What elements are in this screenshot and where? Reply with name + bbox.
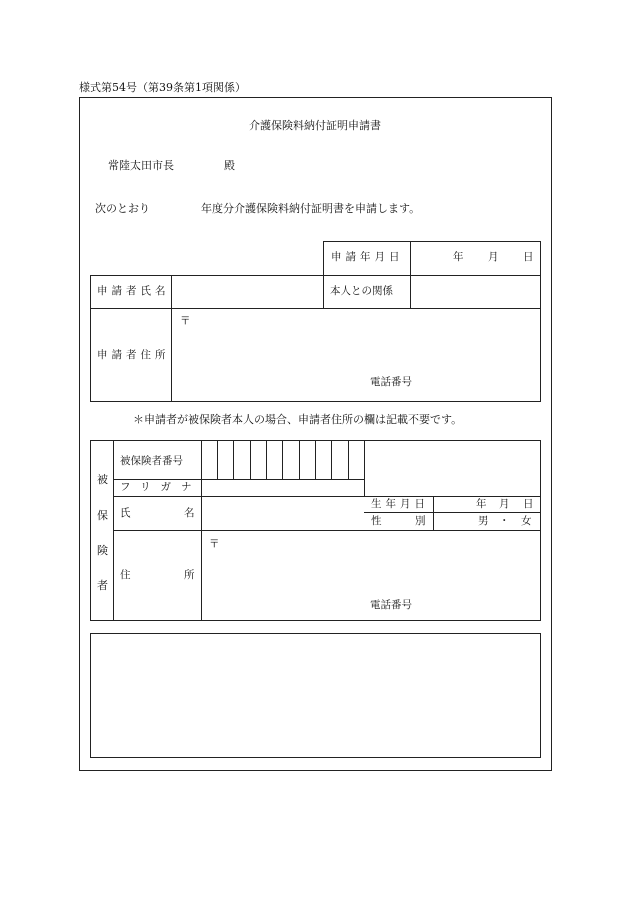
applicant-name-label: 申請者氏名 xyxy=(97,285,170,297)
insured-name-label-2: 名 xyxy=(184,507,195,519)
form-number: 様式第54号（第39条第1項関係） xyxy=(79,81,246,94)
application-date-label: 申請年月日 xyxy=(331,251,404,263)
insured-address-label-1: 住 xyxy=(120,569,131,581)
sex-label-2: 別 xyxy=(415,515,426,527)
birth-day: 日 xyxy=(523,498,534,510)
insured-side-label-3: 険 xyxy=(97,544,108,557)
birth-month: 月 xyxy=(499,498,510,510)
applicant-address-input[interactable] xyxy=(173,310,539,400)
form-title: 介護保険料納付証明申請書 xyxy=(249,119,381,132)
fiscal-year-input[interactable] xyxy=(155,198,195,214)
request-suffix: 年度分介護保険料納付証明書を申請します。 xyxy=(201,202,421,215)
applicant-phone-label: 電話番号 xyxy=(370,376,412,388)
application-date-month: 月 xyxy=(488,251,499,263)
insured-address-label-2: 所 xyxy=(184,569,195,581)
insured-side-label-4: 者 xyxy=(97,579,108,592)
applicant-address-label: 申請者住所 xyxy=(97,349,170,361)
birth-year: 年 xyxy=(476,498,487,510)
insured-name-label-1: 氏 xyxy=(120,507,131,519)
sex-option-separator: ・ xyxy=(499,515,510,527)
application-date-input[interactable] xyxy=(412,243,538,273)
insured-phone-label: 電話番号 xyxy=(370,599,412,611)
insured-number-label: 被保険者番号 xyxy=(120,455,183,467)
relation-label: 本人との関係 xyxy=(330,285,393,297)
application-date-year: 年 xyxy=(453,251,464,263)
note-text: ＊申請者が被保険者本人の場合、申請者住所の欄は記載不要です。 xyxy=(133,413,463,426)
applicant-name-input[interactable] xyxy=(173,277,321,306)
furigana-input[interactable] xyxy=(202,480,363,495)
furigana-label: フリガナ xyxy=(120,481,202,493)
insured-name-input[interactable] xyxy=(202,497,363,529)
request-prefix: 次のとおり xyxy=(95,202,150,215)
applicant-postal-mark: 〒 xyxy=(180,315,191,327)
birth-date-label: 生年月日 xyxy=(371,498,429,510)
insured-postal-mark: 〒 xyxy=(209,538,220,550)
insured-side-label-1: 被 xyxy=(97,473,108,486)
sex-option-female[interactable]: 女 xyxy=(521,515,532,527)
insured-number-input[interactable] xyxy=(202,441,363,478)
addressee-honorific: 殿 xyxy=(224,159,235,172)
relation-input[interactable] xyxy=(412,277,538,306)
application-date-day: 日 xyxy=(523,251,534,263)
addressee-mayor: 常陸太田市長 xyxy=(108,159,174,172)
insured-side-label-2: 保 xyxy=(97,509,108,522)
sex-label-1: 性 xyxy=(371,515,382,527)
remarks-box[interactable] xyxy=(90,633,541,758)
sex-option-male[interactable]: 男 xyxy=(478,515,489,527)
